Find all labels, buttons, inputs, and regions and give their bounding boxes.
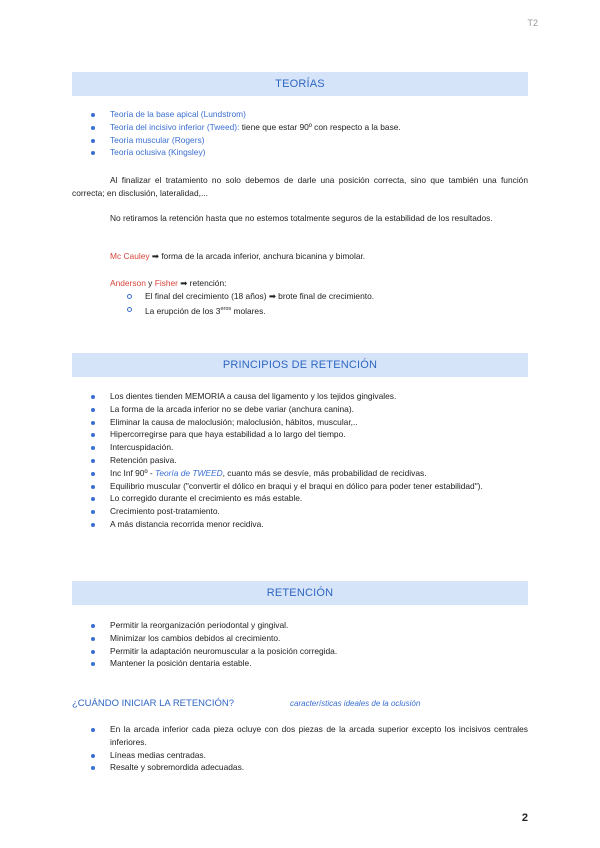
list-item: Inc Inf 90º - Teoría de TWEED, cuanto más se desvíe, más probabilidad de recidivas. [72,467,528,480]
list-item: El final del crecimiento (18 años) ➡ brote final de crecimiento. [110,290,374,303]
list-item: Teoría del incisivo inferior (Tweed): tiene que estar 90º con respecto a la base. [72,121,528,134]
list-item: Mantener la posición dentaria estable. [72,657,528,670]
list-item: Los dientes tienden MEMORIA a causa del ligamento y los tejidos gingivales. [72,390,528,403]
list-item: Líneas medias centradas. [72,749,528,762]
anderson-sublist [110,290,374,317]
cuando-list [72,723,528,774]
list-item: Intercuspidación. [72,441,528,454]
list-item: Eliminar la causa de maloclusión; maloclusión, hábitos, muscular,.. [72,416,528,429]
list-item: Hipercorregirse para que haya estabilidad a lo largo del tiempo. [72,428,528,441]
paragraph: No retiramos la retención hasta que no estemos totalmente seguros de la estabilidad de los resultados. [110,213,493,223]
list-item: La forma de la arcada inferior no se debe variar (anchura canina). [72,403,528,416]
list-item: A más distancia recorrida menor recidiva. [72,518,528,531]
list-item: Teoría de la base apical (Lundstrom) [72,108,528,121]
section-title-principios: PRINCIPIOS DE RETENCIÓN [72,353,528,377]
anderson-line: Anderson y Fisher ➡ retención: [110,278,227,288]
list-item: Permitir la adaptación neuromuscular a la posición corregida. [72,645,528,658]
list-item: Resalte y sobremordida adecuadas. [72,761,528,774]
section-title-retencion: RETENCIÓN [72,581,528,605]
teorias-list [72,108,528,159]
list-item: Retención pasiva. [72,454,528,467]
page-number: 2 [521,812,528,824]
subheading-cuando: ¿CUÁNDO INICIAR LA RETENCIÓN? [72,698,235,709]
list-item: En la arcada inferior cada pieza ocluye con dos piezas de la arcada superior excepto los incisivos centrales inferiores. [72,723,528,749]
section-title-teorias: TEORÍAS [72,72,528,96]
list-item: La erupción de los $3^{eros}$ molares. [110,303,374,318]
principios-list [72,390,528,531]
list-item: Minimizar los cambios debidos al crecimiento. [72,632,528,645]
mccauley-line: Mc Cauley ➡ forma de la arcada inferior, anchura bicanina y bimolar. [110,251,366,261]
retencion-list [72,619,528,670]
list-item: Crecimiento post-tratamiento. [72,505,528,518]
header-tag: T2 [527,18,538,28]
list-item: Permitir la reorganización periodontal y gingival. [72,619,528,632]
list-item: Teoría muscular (Rogers) [72,134,528,147]
list-item: Lo corregido durante el crecimiento es más estable. [72,492,528,505]
list-item: Equilibrio muscular ("convertir el dólico en braqui y el braqui en dólico para poder tener estabilidad"). [72,480,528,493]
subheading-note: características ideales de la oclusión [290,699,421,708]
paragraph: Al finalizar el tratamiento no solo debemos de darle una posición correcta, sino que también una función correcta; en disclusión, lateralidad,... [72,175,528,198]
list-item: Teoría oclusiva (Kingsley) [72,146,528,159]
